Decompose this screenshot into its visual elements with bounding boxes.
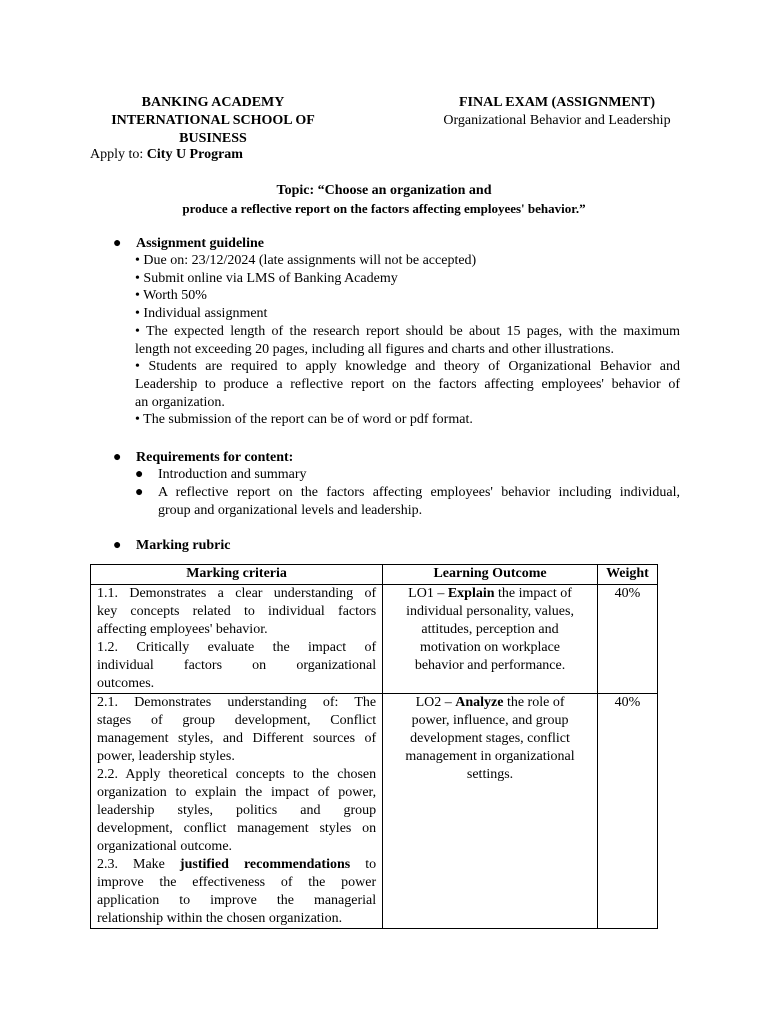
criteria-line: improve the effectiveness of the power	[97, 875, 377, 890]
content-heading	[113, 449, 293, 467]
criteria-line: power, leadership styles.	[97, 749, 235, 764]
learning-outcome-cell	[383, 694, 598, 929]
rubric-table	[90, 564, 658, 929]
bullet-icon: ●	[135, 485, 144, 500]
criteria-line: organization to explain the impact of power,	[97, 785, 377, 800]
lo-text: the impact of	[498, 586, 572, 601]
criteria-line: outcomes.	[97, 676, 155, 691]
lo-code: LO2 –	[415, 695, 452, 710]
guideline-line: • Individual assignment	[135, 306, 268, 322]
table-row	[91, 694, 658, 929]
table-row	[91, 585, 658, 694]
criteria-text: to	[365, 857, 377, 872]
criteria-line: organizational outcome.	[97, 839, 233, 854]
guideline-list	[135, 252, 680, 429]
column-header: Learning Outcome	[383, 565, 598, 585]
criteria-line: 2.1. Demonstrates understanding of: The	[97, 695, 377, 710]
criteria-cell	[91, 694, 383, 929]
guideline-line: • Worth 50%	[135, 288, 207, 304]
guideline-line: • The submission of the report can be of word or pdf format.	[135, 412, 473, 428]
list-item-text: Introduction and summary	[158, 467, 307, 482]
criteria-line: relationship within the chosen organization.	[97, 911, 343, 926]
lo-verb: Analyze	[455, 695, 504, 710]
exam-title: FINAL EXAM (ASSIGNMENT)	[458, 95, 655, 110]
apply-program: City U Program	[146, 147, 243, 162]
bullet-icon: ●	[135, 467, 144, 482]
lo-line: attitudes, perception and	[421, 622, 559, 637]
criteria-line: stages of group development, Conflict	[97, 713, 377, 728]
guideline-line: an organization.	[135, 394, 225, 410]
guideline-heading	[113, 235, 264, 253]
bullet-icon: ●	[113, 538, 122, 553]
criteria-line: 2.2. Apply theoretical concepts to the chosen	[97, 767, 377, 782]
topic-line-1: Topic: “Choose an organization and	[276, 183, 492, 198]
guideline-line: Leadership to produce a reflective report on the factors affecting employees' behavior of	[135, 376, 680, 392]
list-item-text: group and organizational levels and leadership.	[158, 503, 423, 518]
lo-verb: Explain	[447, 586, 495, 601]
lo-line: power, influence, and group	[411, 713, 569, 728]
guideline-line: • The expected length of the research report should be about 15 pages, with the maximum	[135, 323, 680, 339]
apply-to	[90, 146, 243, 164]
lo-line: behavior and performance.	[414, 658, 566, 673]
criteria-line: 1.2. Critically evaluate the impact of	[97, 640, 377, 655]
criteria-line: leadership styles, politics and group	[97, 803, 377, 818]
lo-line	[389, 694, 591, 712]
bullet-icon: ●	[113, 236, 122, 251]
criteria-line	[97, 856, 376, 874]
criteria-line: key concepts related to individual factors	[97, 604, 377, 619]
criteria-line: management styles, and Different sources of	[97, 731, 377, 746]
criteria-line: development, conflict management styles on	[97, 821, 377, 836]
topic	[90, 182, 678, 218]
criteria-text: 2.3. Make	[97, 857, 165, 872]
bullet-icon: ●	[113, 450, 122, 465]
lo-line	[389, 585, 591, 603]
criteria-emphasis: justified recommendations	[179, 857, 351, 872]
apply-label: Apply to:	[90, 147, 144, 162]
institution-header	[90, 94, 336, 148]
guideline-line: • Students are required to apply knowledge and theory of Organizational Behavior and	[135, 359, 680, 375]
guideline-line: length not exceeding 20 pages, including all figures and charts and other illustrations.	[135, 341, 614, 357]
criteria-line: individual factors on organizational	[97, 658, 377, 673]
guideline-line: • Submit online via LMS of Banking Academy	[135, 270, 398, 286]
exam-header	[424, 94, 690, 130]
topic-line-2: produce a reflective report on the factors affecting employees' behavior.”	[182, 201, 586, 216]
rubric-title: Marking rubric	[136, 538, 231, 553]
lo-text: the role of	[506, 695, 565, 710]
criteria-line: 1.1. Demonstrates a clear understanding of	[97, 586, 377, 601]
list-item	[135, 466, 680, 484]
column-header: Weight	[597, 565, 657, 585]
content-title: Requirements for content:	[136, 450, 294, 465]
guideline-title: Assignment guideline	[136, 236, 264, 251]
learning-outcome-cell	[383, 585, 598, 694]
column-header: Marking criteria	[91, 565, 383, 585]
lo-line: motivation on workplace	[420, 640, 561, 655]
content-list	[135, 466, 680, 520]
school-name: INTERNATIONAL SCHOOL OF BUSINESS	[111, 113, 315, 146]
lo-code: LO1 –	[408, 586, 445, 601]
criteria-line: affecting employees' behavior.	[97, 622, 268, 637]
criteria-cell	[91, 585, 383, 694]
lo-line: management in organizational	[405, 749, 575, 764]
institution-name: BANKING ACADEMY	[141, 95, 285, 110]
lo-line: individual personality, values,	[406, 604, 574, 619]
course-name: Organizational Behavior and Leadership	[443, 113, 671, 128]
table-header-row	[91, 565, 658, 585]
lo-line: settings.	[466, 767, 514, 782]
weight-cell: 40%	[597, 585, 657, 694]
guideline-line: • Due on: 23/12/2024 (late assignments will not be accepted)	[135, 253, 477, 268]
weight-cell: 40%	[597, 694, 657, 929]
lo-line: development stages, conflict	[410, 731, 570, 746]
criteria-line: application to improve the managerial	[97, 893, 377, 908]
list-item	[135, 484, 680, 520]
list-item-text: A reflective report on the factors affecting employees' behavior including individual,	[158, 485, 680, 500]
rubric-heading	[113, 537, 231, 555]
